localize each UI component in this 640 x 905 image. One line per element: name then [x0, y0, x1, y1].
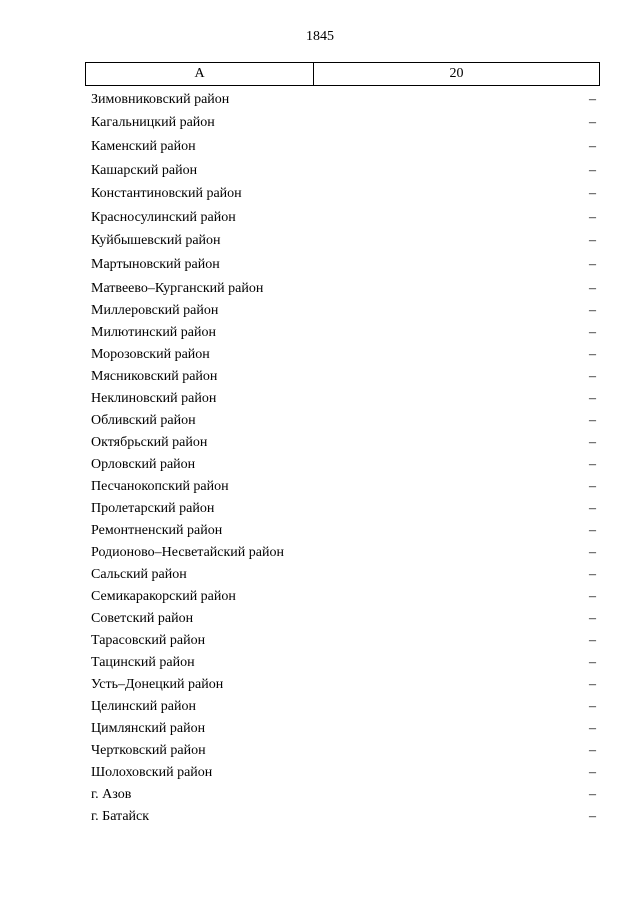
row-value: – — [589, 435, 596, 451]
table-row — [85, 476, 600, 498]
table-row — [85, 740, 600, 762]
row-value: – — [589, 138, 596, 154]
row-label: Константиновский район — [91, 186, 242, 202]
row-value: – — [589, 325, 596, 341]
row-value: – — [589, 611, 596, 627]
row-label: Мясниковский район — [91, 369, 218, 385]
row-label: Обливский район — [91, 413, 196, 429]
row-value: – — [589, 457, 596, 473]
table-row — [85, 674, 600, 696]
row-value: – — [589, 809, 596, 825]
row-value: – — [589, 369, 596, 385]
row-value: – — [589, 765, 596, 781]
table-row — [85, 564, 600, 586]
row-label: Ремонтненский район — [91, 523, 223, 539]
table-row — [85, 432, 600, 454]
row-value: – — [589, 347, 596, 363]
row-label: Каменский район — [91, 138, 196, 154]
row-value: – — [589, 209, 596, 225]
row-value: – — [589, 162, 596, 178]
table-row — [85, 586, 600, 608]
row-value: – — [589, 303, 596, 319]
table-row — [85, 454, 600, 476]
row-label: Песчанокопский район — [91, 479, 229, 495]
row-label: Усть–Донецкий район — [91, 677, 224, 693]
row-label: Тацинский район — [91, 655, 195, 671]
table-row — [85, 784, 600, 806]
row-value: – — [589, 523, 596, 539]
table-row — [85, 206, 600, 230]
row-label: Родионово–Несветайский район — [91, 545, 284, 561]
row-label: Сальский район — [91, 567, 187, 583]
row-label: Мартыновский район — [91, 256, 220, 272]
row-label: Кашарский район — [91, 162, 198, 178]
row-value: – — [589, 91, 596, 107]
table-row — [85, 762, 600, 784]
table-row — [85, 182, 600, 206]
row-label: Тарасовский район — [91, 633, 206, 649]
table-row — [85, 696, 600, 718]
row-value: – — [589, 115, 596, 131]
row-value: – — [589, 721, 596, 737]
table-row — [85, 498, 600, 520]
row-label: Красносулинский район — [91, 209, 236, 225]
row-value: – — [589, 479, 596, 495]
table-row — [85, 542, 600, 564]
row-label: Целинский район — [91, 699, 196, 715]
page-number: 1845 — [306, 29, 334, 44]
row-label: Семикаракорский район — [91, 589, 236, 605]
row-value: – — [589, 787, 596, 803]
row-value: – — [589, 186, 596, 202]
table-row — [85, 388, 600, 410]
row-label: Милютинский район — [91, 325, 217, 341]
row-label: Миллеровский район — [91, 303, 219, 319]
row-value: – — [589, 280, 596, 296]
table-row — [85, 608, 600, 630]
table-row — [85, 520, 600, 542]
row-label: Шолоховский район — [91, 765, 213, 781]
row-label: Кагальницкий район — [91, 115, 215, 131]
row-value: – — [589, 655, 596, 671]
row-value: – — [589, 567, 596, 583]
table-row — [85, 322, 600, 344]
table-row — [85, 630, 600, 652]
table-row — [85, 718, 600, 740]
table-row — [85, 806, 600, 828]
table-row — [85, 277, 600, 301]
table-body — [85, 88, 600, 828]
row-label: Октябрьский район — [91, 435, 208, 451]
row-value: – — [589, 391, 596, 407]
row-label: г. Батайск — [91, 809, 150, 825]
table-row — [85, 366, 600, 388]
row-value: – — [589, 256, 596, 272]
column-header-20: 20 — [449, 66, 464, 81]
row-label: Орловский район — [91, 457, 196, 473]
table-row — [85, 253, 600, 277]
row-value: – — [589, 699, 596, 715]
table-row — [85, 112, 600, 136]
table-row — [85, 410, 600, 432]
row-value: – — [589, 677, 596, 693]
row-label: Пролетарский район — [91, 501, 215, 517]
table-row — [85, 230, 600, 254]
table-row — [85, 300, 600, 322]
row-label: Матвеево–Курганский район — [91, 280, 264, 296]
table-header — [85, 62, 600, 86]
column-header-a: А — [86, 63, 314, 85]
row-value: – — [589, 413, 596, 429]
row-value: – — [589, 633, 596, 649]
row-label: Неклиновский район — [91, 391, 217, 407]
row-label: Куйбышевский район — [91, 233, 221, 249]
row-label: Морозовский район — [91, 347, 210, 363]
table-row — [85, 652, 600, 674]
table-row — [85, 159, 600, 183]
table-row — [85, 344, 600, 366]
row-value: – — [589, 545, 596, 561]
row-label: Цимлянский район — [91, 721, 206, 737]
table-row — [85, 88, 600, 112]
row-label: Зимовниковский район — [91, 91, 230, 107]
row-value: – — [589, 233, 596, 249]
row-label: Советский район — [91, 611, 194, 627]
row-label: г. Азов — [91, 787, 132, 803]
table-row — [85, 135, 600, 159]
row-value: – — [589, 589, 596, 605]
row-value: – — [589, 743, 596, 759]
row-value: – — [589, 501, 596, 517]
row-label: Чертковский район — [91, 743, 206, 759]
